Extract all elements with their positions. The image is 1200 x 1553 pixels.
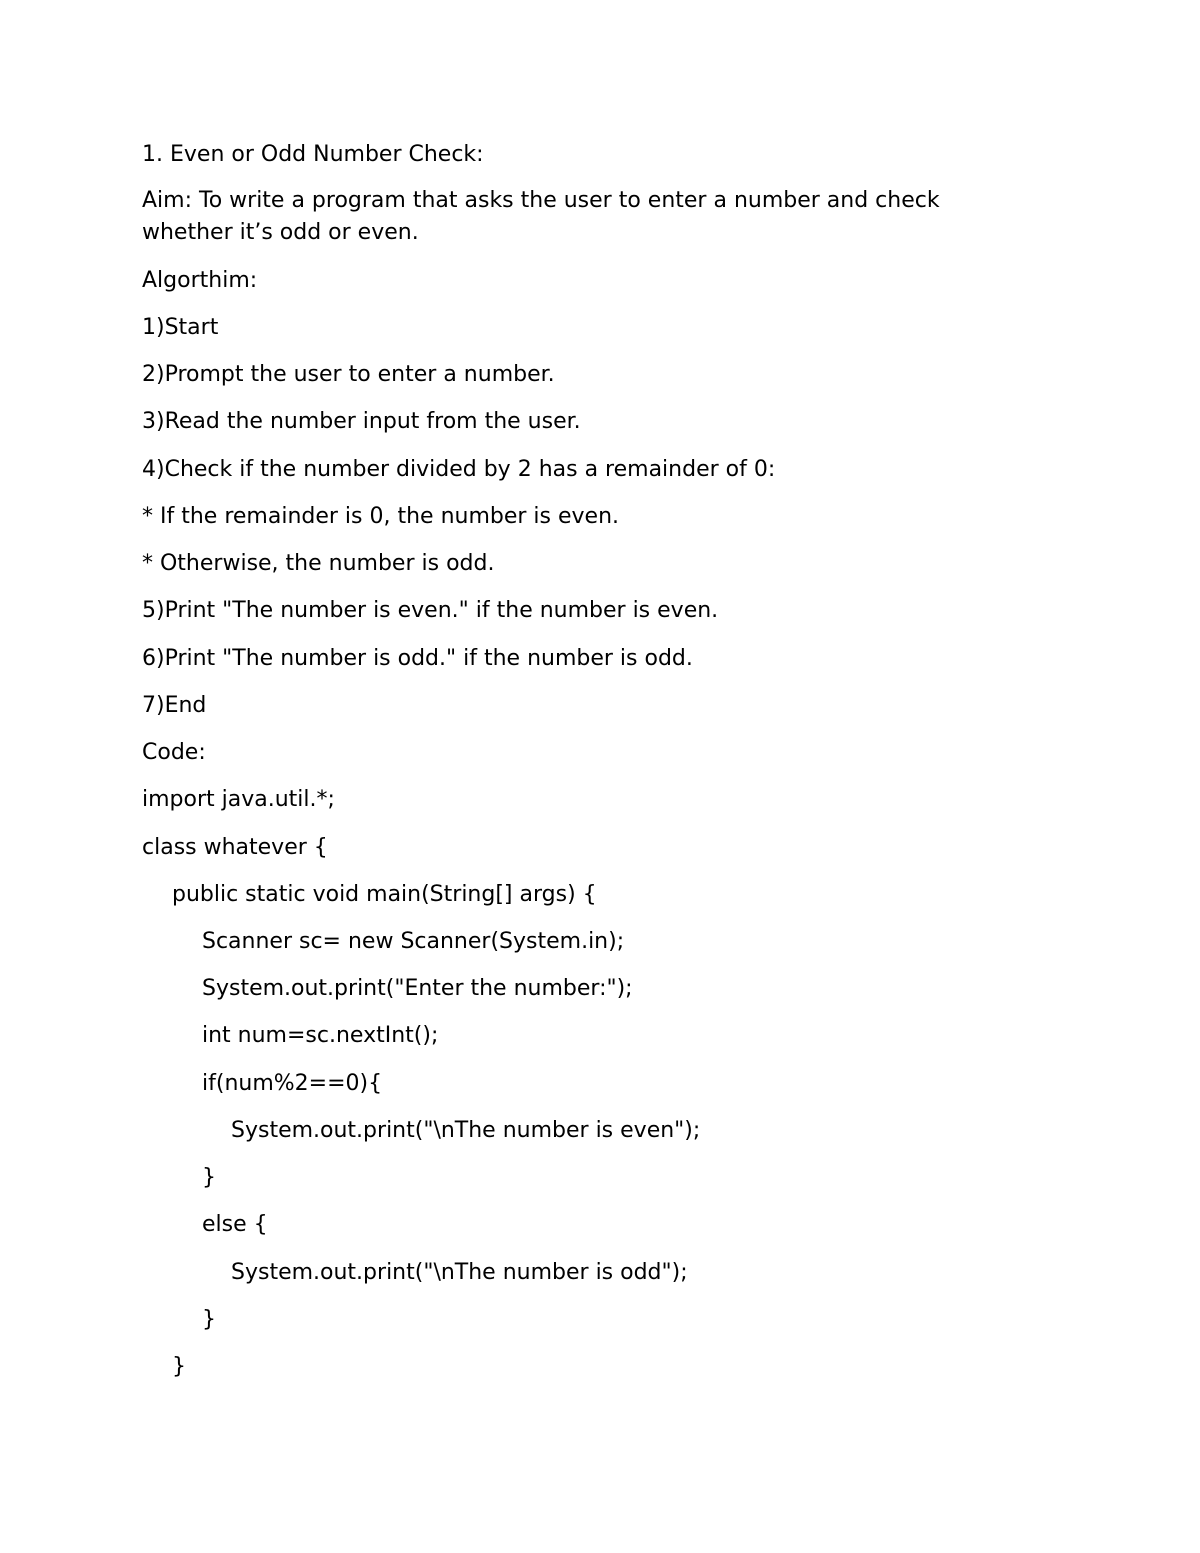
algorithm-step: 1)Start [142,315,219,340]
algorithm-step: 4)Check if the number divided by 2 has a remainder of 0: [142,457,776,482]
code-line: System.out.print("\nThe number is even"); [231,1118,701,1143]
code-line: else { [202,1212,268,1237]
document-title: 1. Even or Odd Number Check: [142,142,484,167]
algorithm-step: * If the remainder is 0, the number is even. [142,504,620,529]
algorithm-step: 5)Print "The number is even." if the number is even. [142,598,719,623]
code-line: System.out.print("Enter the number:"); [202,976,633,1001]
algorithm-step: 3)Read the number input from the user. [142,409,581,434]
code-line: System.out.print("\nThe number is odd"); [231,1260,688,1285]
code-line: } [202,1165,216,1190]
code-line: public static void main(String[] args) { [172,882,597,907]
aim-paragraph: Aim: To write a program that asks the user to enter a number and check whether it’s odd or even. [142,188,940,245]
code-heading: Code: [142,740,206,765]
code-line: int num=sc.nextInt(); [202,1023,439,1048]
algorithm-heading: Algorthim: [142,268,258,293]
code-line: import java.util.*; [142,787,335,812]
code-line: if(num%2==0){ [202,1071,383,1096]
algorithm-step: 6)Print "The number is odd." if the number is odd. [142,646,693,671]
algorithm-step: * Otherwise, the number is odd. [142,551,495,576]
code-line: } [172,1354,186,1379]
algorithm-step: 7)End [142,693,207,718]
code-line: } [202,1307,216,1332]
algorithm-step: 2)Prompt the user to enter a number. [142,362,555,387]
code-line: class whatever { [142,835,328,860]
code-line: Scanner sc= new Scanner(System.in); [202,929,625,954]
